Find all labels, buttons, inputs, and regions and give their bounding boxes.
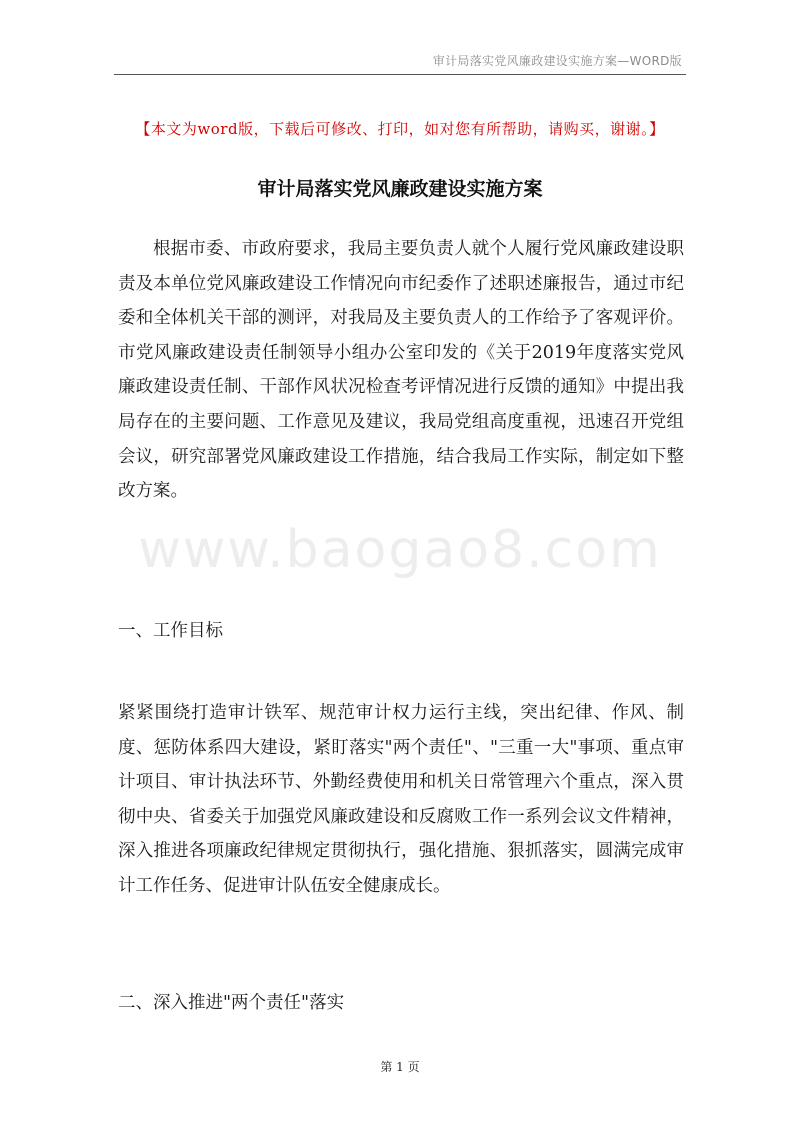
running-header: 审计局落实党风廉政建设实施方案—WORD版 [432,54,682,68]
document-title: 审计局落实党风廉政建设实施方案 [257,178,543,200]
watermark-text: www.baogao8.com [138,520,662,580]
download-notice: 【本文为word版，下载后可修改、打印，如对您有所帮助，请购买，谢谢。】 [135,120,665,138]
section-heading-two-responsibilities: 二、深入推进"两个责任"落实 [118,993,345,1013]
intro-paragraph: 根据市委、市政府要求，我局主要负责人就个人履行党风廉政建设职责及本单位党风廉政建设工作情况向市纪委作了述职述廉报告，通过市纪委和全体机关干部的测评，对我局及主要负责人的工作给予了客观评价。市党风廉政建设责任制领导小组办公室印发的《关于2019年度落实党风廉政建设责任制、干部作风状况检查考评情况进行反馈的通知》中提出我局存在的主要问题、工作意见及建议，我局党组高度重视，迅速召开党组会议，研究部署党风廉政建设工作措施，结合我局工作实际，制定如下整改方案。 [118,239,684,502]
page-number: 第 1 页 [380,1060,420,1074]
section-heading-goals: 一、工作目标 [118,621,223,641]
goals-paragraph: 紧紧围绕打造审计铁军、规范审计权力运行主线，突出纪律、作风、制度、惩防体系四大建设，紧盯落实"两个责任"、"三重一大"事项、重点审计项目、审计执法环节、外勤经费使用和机关日常管理六个重点，深入贯彻中央、省委关于加强党风廉政建设和反腐败工作一系列会议文件精神，深入推进各项廉政纪律规定贯彻执行，强化措施、狠抓落实，圆满完成审计工作任务、促进审计队伍安全健康成长。 [118,703,684,896]
header-divider [114,74,686,75]
